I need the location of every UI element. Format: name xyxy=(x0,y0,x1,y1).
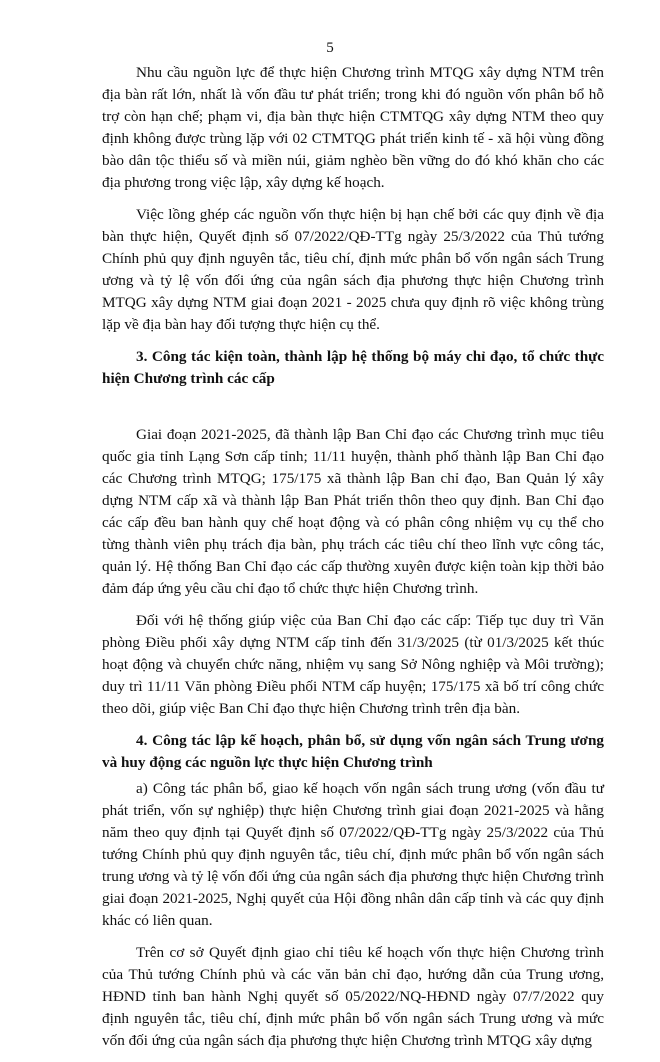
page-number: 5 xyxy=(326,40,334,56)
heading-section-3: 3. Công tác kiện toàn, thành lập hệ thống bộ máy chỉ đạo, tổ chức thực hiện Chương trình các cấp xyxy=(102,348,604,387)
paragraph-resource-needs: Nhu cầu nguồn lực để thực hiện Chương trình MTQG xây dựng NTM trên địa bàn rất lớn, nhất là vốn đầu tư phát triển; trong khi đó nguồn vốn phân bổ hỗ trợ còn hạn chế; phạm vi, địa bàn thực hiện CTMTQG xây dựng NTM theo quy định không được trùng lặp với 02 CTMTQG phát triển kinh tế - xã hội vùng đồng bào dân tộc thiểu số và miền núi, giảm nghèo bền vững do đó khó khăn cho các địa phương trong việc lập, xây dựng kế hoạch. xyxy=(102,64,604,191)
paragraph-support-system: Đối với hệ thống giúp việc của Ban Chỉ đạo các cấp: Tiếp tục duy trì Văn phòng Điều phối xây dựng NTM cấp tỉnh đến 31/3/2025 (từ 01/3/2025 kết thúc hoạt động và chuyển chức năng, nhiệm vụ sang Sở Nông nghiệp và Môi trường); duy trì 11/11 Văn phòng Điều phối NTM cấp huyện; 175/175 xã bố trí công chức theo dõi, giúp việc Ban Chỉ đạo thực hiện Chương trình trên địa bàn. xyxy=(102,612,604,717)
paragraph-steering-committees: Giai đoạn 2021-2025, đã thành lập Ban Chỉ đạo các Chương trình mục tiêu quốc gia tỉnh Lạng Sơn cấp tỉnh; 11/11 huyện, thành phố thành lập Ban Chỉ đạo các Chương trình MTQG; 175/175 xã thành lập Ban chỉ đạo, Ban Quản lý xây dựng NTM cấp xã và thành lập Ban Phát triển thôn theo quy định. Ban Chỉ đạo các cấp đều ban hành quy chế hoạt động và có phân công nhiệm vụ cụ thể cho từng thành viên phụ trách địa bàn, phụ trách các tiêu chí theo lĩnh vực công tác, quản lý. Hệ thống Ban Chỉ đạo các cấp thường xuyên được kiện toàn kịp thời bảo đảm đáp ứng yêu cầu chỉ đạo tổ chức thực hiện Chương trình. xyxy=(102,426,604,597)
paragraph-allocation: a) Công tác phân bổ, giao kế hoạch vốn ngân sách trung ương (vốn đầu tư phát triển, vốn sự nghiệp) thực hiện Chương trình giai đoạn 2021-2025 và hằng năm theo quy định tại Quyết định số 07/2022/QĐ-TTg ngày 25/3/2022 của Thủ tướng Chính phủ quy định nguyên tắc, tiêu chí, định mức phân bổ vốn ngân sách trung ương và tỷ lệ vốn đối ứng của ngân sách địa phương thực hiện Chương trình giai đoạn 2021-2025, Nghị quyết của Hội đồng nhân dân cấp tỉnh và các quy định khác có liên quan. xyxy=(102,780,604,929)
paragraph-capital-integration: Việc lồng ghép các nguồn vốn thực hiện bị hạn chế bởi các quy định về địa bàn thực hiện, Quyết định số 07/2022/QĐ-TTg ngày 25/3/2022 của Thủ tướng Chính phủ quy định nguyên tắc, tiêu chí, định mức phân bổ vốn ngân sách Trung ương và tỷ lệ vốn đối ứng của ngân sách địa phương thực hiện Chương trình MTQG xây dựng NTM giai đoạn 2021 - 2025 chưa quy định rõ việc không trùng lặp về địa bàn hay đối tượng thực hiện cụ thể. xyxy=(102,206,604,333)
heading-section-4: 4. Công tác lập kế hoạch, phân bổ, sử dụng vốn ngân sách Trung ương và huy động các nguồn lực thực hiện Chương trình xyxy=(102,732,604,771)
document-body xyxy=(102,62,604,1062)
paragraph-resolution: Trên cơ sở Quyết định giao chỉ tiêu kế hoạch vốn thực hiện Chương trình của Thủ tướng Chính phủ và các văn bản chỉ đạo, hướng dẫn của Trung ương, HĐND tỉnh ban hành Nghị quyết số 05/2022/NQ-HĐND ngày 07/7/2022 quy định nguyên tắc, tiêu chí, định mức phân bổ vốn ngân sách Trung ương và mức vốn đối ứng của ngân sách địa phương thực hiện Chương trình MTQG xây dựng xyxy=(102,944,604,1049)
